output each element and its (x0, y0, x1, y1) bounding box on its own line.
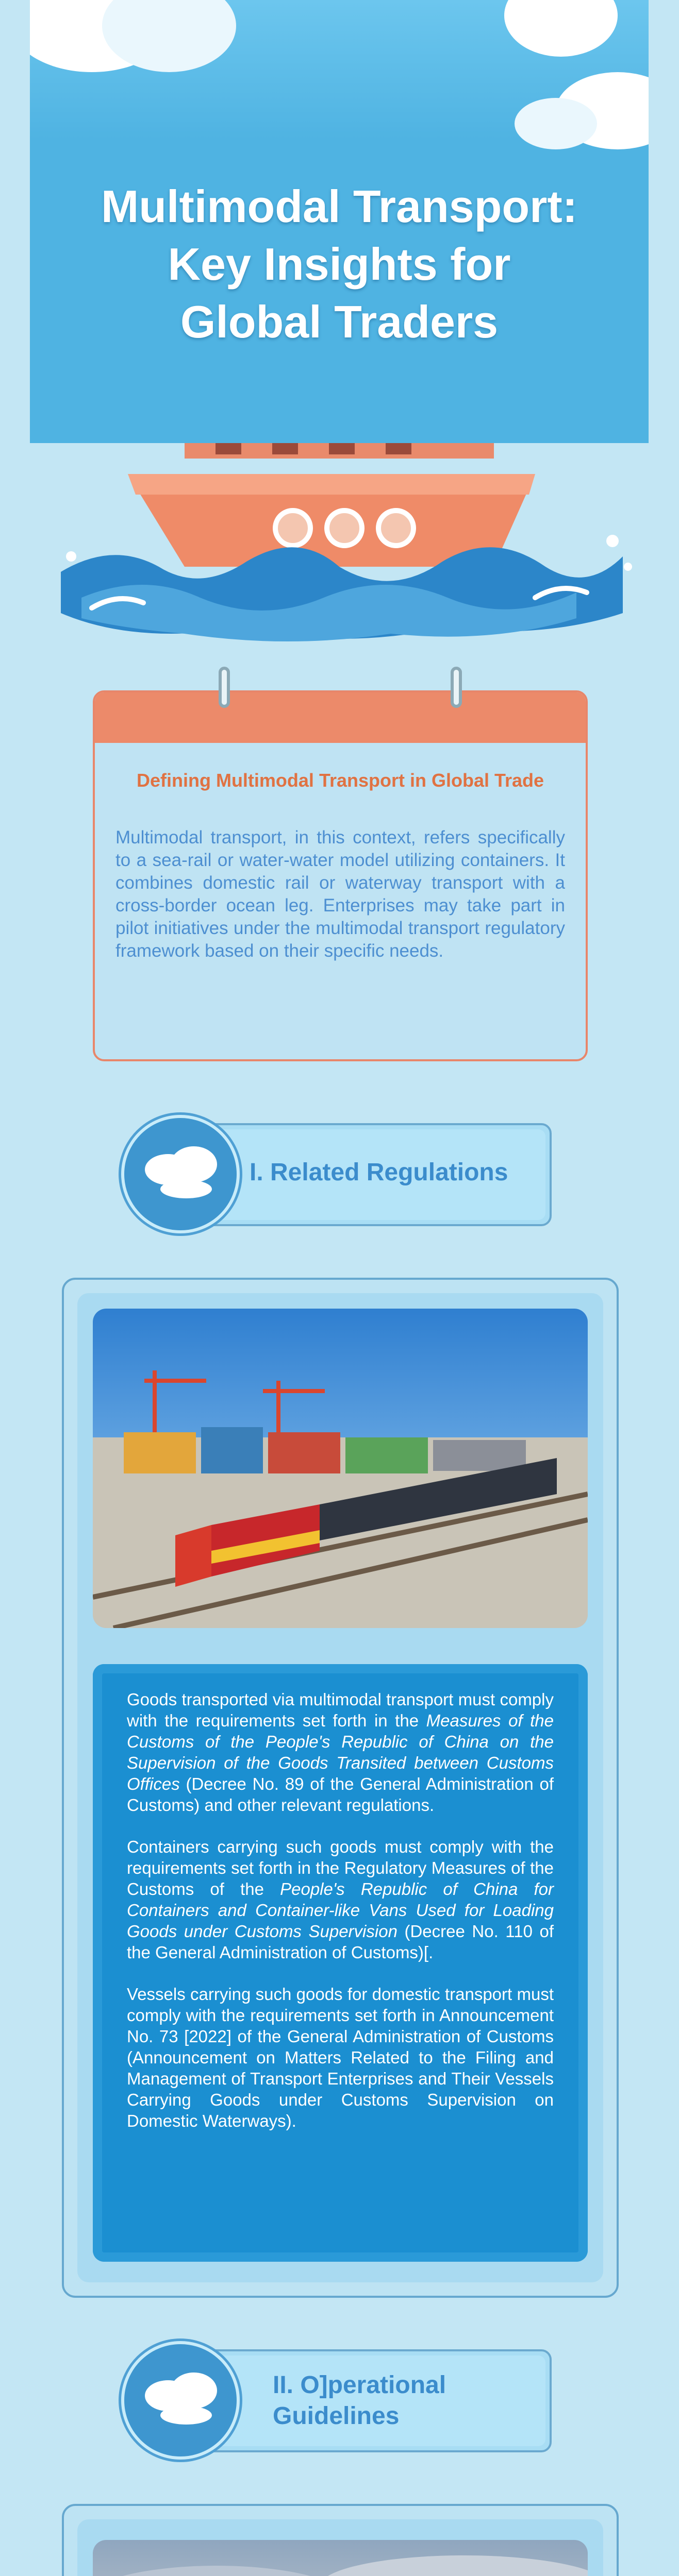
cloud-badge-icon (121, 2341, 240, 2460)
binder-clip-icon (451, 667, 462, 708)
section2-title: II. O]perational Guidelines (273, 2371, 446, 2430)
lighthouse-photo (93, 2540, 588, 2576)
regulation-paragraph-2: Containers carrying such goods must comply with the requirements set forth in the Regulatory Measures of the Customs of the People's Republic of China for Containers and Container-like Vans Used for Loading Goods under Customs Supervision (Decree No. 110 of the General Administration of Customs)[. (127, 1837, 554, 1962)
decree-110-title: People's Republic of China for Containers and Container-like Vans Used for Loading Goods under Customs Supervision (127, 1879, 554, 1941)
ship-illustration (30, 443, 649, 680)
regulation-paragraph-1: Goods transported via multimodal transport must comply with the requirements set forth in the Measures of the Customs of the People's Republic of China on the Supervision of the Goods Transited between Customs Offices (Decree No. 89 of the General Administration of Customs) and other relevant regulations. (127, 1690, 554, 1815)
definition-card (93, 690, 588, 1061)
cloud-badge-icon (121, 1115, 240, 1233)
section1-title: I. Related Regulations (250, 1159, 508, 1186)
hero-banner (30, 0, 649, 443)
decree-89-title: Measures of the Customs of the People's Republic of China on the Supervision of the Goods Transited between Customs Offices (127, 1711, 554, 1793)
definition-text: Multimodal transport, in this context, refers specifically to a sea-rail or water-water model utilizing containers. It combines domestic rail or waterway transport with a cross-border ocean leg. Enterprises may take part in pilot initiatives under the multimodal transport regulatory framework based on their specific needs. (115, 827, 565, 961)
binder-clip-icon (219, 667, 230, 708)
page-title (30, 178, 649, 351)
title-line-2: Key Insights for (168, 239, 511, 290)
regulation-paragraph-3: Vessels carrying such goods for domestic transport must comply with the requirements set forth in Announcement No. 73 [2022] of the General Administration of Customs (Announcement on Matters Related to the Filing and Management of Transport Enterprises and Their Vessels Carrying Goods under Customs Supervision on Domestic Waterways). (127, 1985, 554, 2130)
regulations-text (127, 1689, 554, 2152)
title-line-3: Global Traders (180, 296, 499, 347)
seagull-icon (587, 62, 643, 93)
pier-lighthouse-image (93, 2540, 588, 2576)
title-line-1: Multimodal Transport: (101, 181, 577, 232)
cargo-ship-icon (30, 443, 649, 680)
regulations-panel (93, 1664, 588, 2262)
rail-port-photo (93, 1309, 588, 1628)
cloud-icon (515, 98, 597, 149)
freight-train-image (93, 1309, 588, 1628)
definition-card-header (95, 692, 586, 743)
definition-title: Defining Multimodal Transport in Global Trade (136, 770, 544, 791)
